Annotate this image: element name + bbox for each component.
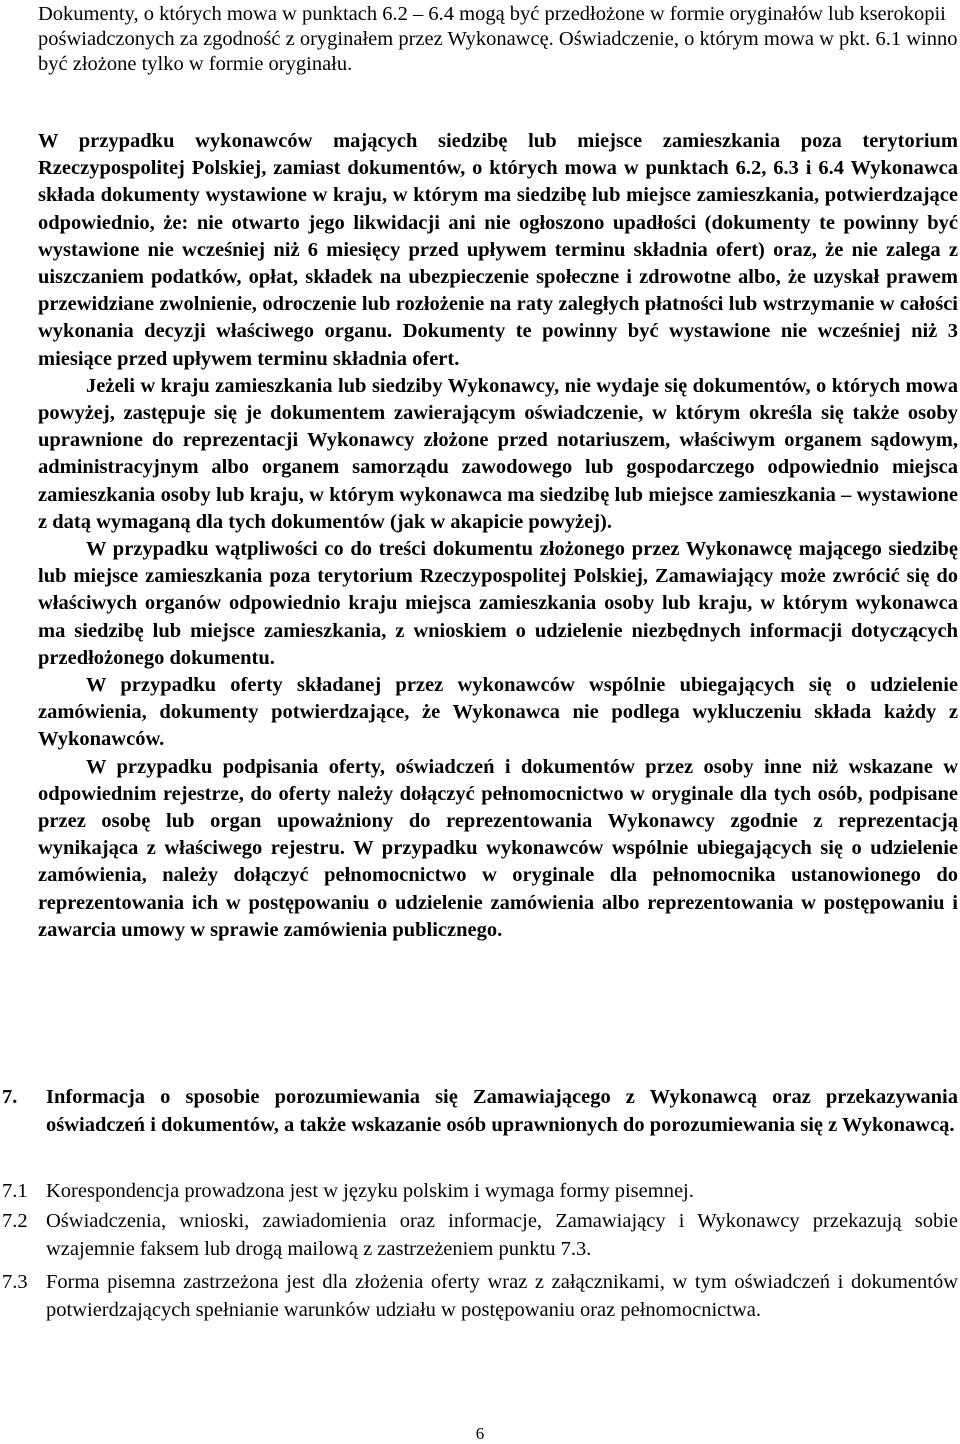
paragraph-substitute-declaration: Jeżeli w kraju zamieszkania lub siedziby Wykonawcy, nie wydaje się dokumentów, o których mowa powyżej, zastępuje się je dokumentem zawierającym oświadczenie, w którym określa się także osoby uprawnione do reprezentacji Wykonawcy złożone przed notariuszem, właściwym organem sądowym, administracyjnym albo organem samorządu zawodowego lub gospodarczego odpowiednio miejsca zamieszkania osoby lub kraju, w którym wykonawca ma siedzibę lub miejsce zamieszkania – wystawione z datą wymaganą dla tych dokumentów (jak w akapicie powyżej).	[38, 374, 958, 533]
paragraph-foreign-contractors-body: Wykonawca składa dokumenty wystawione w kraju, w którym ma siedzibę lub miejsce zamieszkania, potwierdzające odpowiednio, że: nie otwarto jego likwidacji ani nie ogłoszono upadłości (dokumenty te powinny być wystawione nie wcześniej niż 6 miesięcy przed upływem terminu składnia ofert) oraz, że nie zalega z uiszczaniem podatków, opłat, składek na ubezpieczenie społeczne i zdrowotne albo, że uzyskał prawem przewidziane zwolnienie, odroczenie lub rozłożenie na raty zaległych płatności lub wstrzymanie w całości wykonania decyzji właściwego organu. Dokumenty te powinny być wystawione nie wcześniej niż 3 miesiące przed upływem terminu składnia ofert.	[38, 157, 958, 370]
section-7-3-number: 7.3	[2, 1271, 28, 1293]
section-7-1-number: 7.1	[2, 1180, 28, 1202]
intro-paragraph: Dokumenty, o których mowa w punktach 6.2 – 6.4 mogą być przedłożone w formie oryginałów lub kserokopii poświadczonych za zgodność z oryginałem przez Wykonawcę. Oświadczenie, o którym mowa w pkt. 6.1 winno być złożone tylko w formie oryginału.	[38, 3, 958, 75]
page-number: 6	[475, 1424, 485, 1443]
section-7-heading	[2, 1084, 958, 1139]
section-7-1	[2, 1178, 958, 1206]
section-7-title: Informacja o sposobie porozumiewania się Zamawiającego z Wykonawcą oraz przekazywania oświadczeń i dokumentów, a także wskazanie osób uprawnionych do porozumiewania się z Wykonawcą.	[46, 1086, 958, 1136]
section-7-2-text: Oświadczenia, wnioski, zawiadomienia oraz informacje, Zamawiający i Wykonawcy przekazują sobie wzajemnie faksem lub drogą mailową z zastrzeżeniem punktu 7.3.	[46, 1210, 958, 1260]
paragraph-document-doubts: W przypadku wątpliwości co do treści dokumentu złożonego przez Wykonawcę mającego siedzibę lub miejsce zamieszkania poza terytorium Rzeczypospolitej Polskiej, Zamawiający może zwrócić się do właściwych organów odpowiednio kraju miejsca zamieszkania osoby lub kraju, w którym wykonawca ma siedzibę lub miejsce zamieszkania, z wnioskiem o udzielenie niezbędnych informacji dotyczących przedłożonego dokumentu.	[38, 538, 958, 669]
paragraph-foreign-contractors-lead: W przypadku wykonawców mających siedzibę lub miejsce zamieszkania poza terytorium Rzeczypospolitej Polskiej, zamiast dokumentów, o których mowa w punktach 6.2, 6.3 i 6.4	[38, 130, 958, 180]
section-7-3	[2, 1269, 958, 1324]
section-7-2	[2, 1208, 958, 1263]
document-page	[2, 0, 958, 1321]
paragraph-power-of-attorney: W przypadku podpisania oferty, oświadczeń i dokumentów przez osoby inne niż wskazane w odpowiednim rejestrze, do oferty należy dołączyć pełnomocnictwo w oryginale dla tych osób, podpisane przez osobę lub organ upoważniony do reprezentowania Wykonawcy zgodnie z reprezentacją wynikająca z właściwego rejestru. W przypadku wykonawców wspólnie ubiegających się o udzielenie zamówienia, należy dołączyć pełnomocnictwo w oryginale dla pełnomocnika ustanowionego do reprezentowania ich w postępowaniu o udzielenie zamówienia albo reprezentowania w postępowaniu i zawarcia umowy w sprawie zamówienia publicznego.	[38, 755, 958, 941]
paragraph-foreign-contractors	[38, 128, 958, 373]
paragraph-joint-offer: W przypadku oferty składanej przez wykonawców wspólnie ubiegających się o udzielenie zamówienia, dokumenty potwierdzające, że Wykonawca nie podlega wykluczeniu składa każdy z Wykonawców.	[38, 674, 958, 751]
section-7-1-text: Korespondencja prowadzona jest w języku polskim i wymaga formy pisemnej.	[46, 1180, 694, 1202]
section-7-3-text: Forma pisemna zastrzeżona jest dla złożenia oferty wraz z załącznikami, w tym oświadczeń i dokumentów potwierdzających spełnianie warunków udziału w postępowaniu oraz pełnomocnictwa.	[46, 1271, 958, 1321]
section-7-number: 7.	[2, 1086, 18, 1108]
section-7-2-number: 7.2	[2, 1210, 28, 1232]
